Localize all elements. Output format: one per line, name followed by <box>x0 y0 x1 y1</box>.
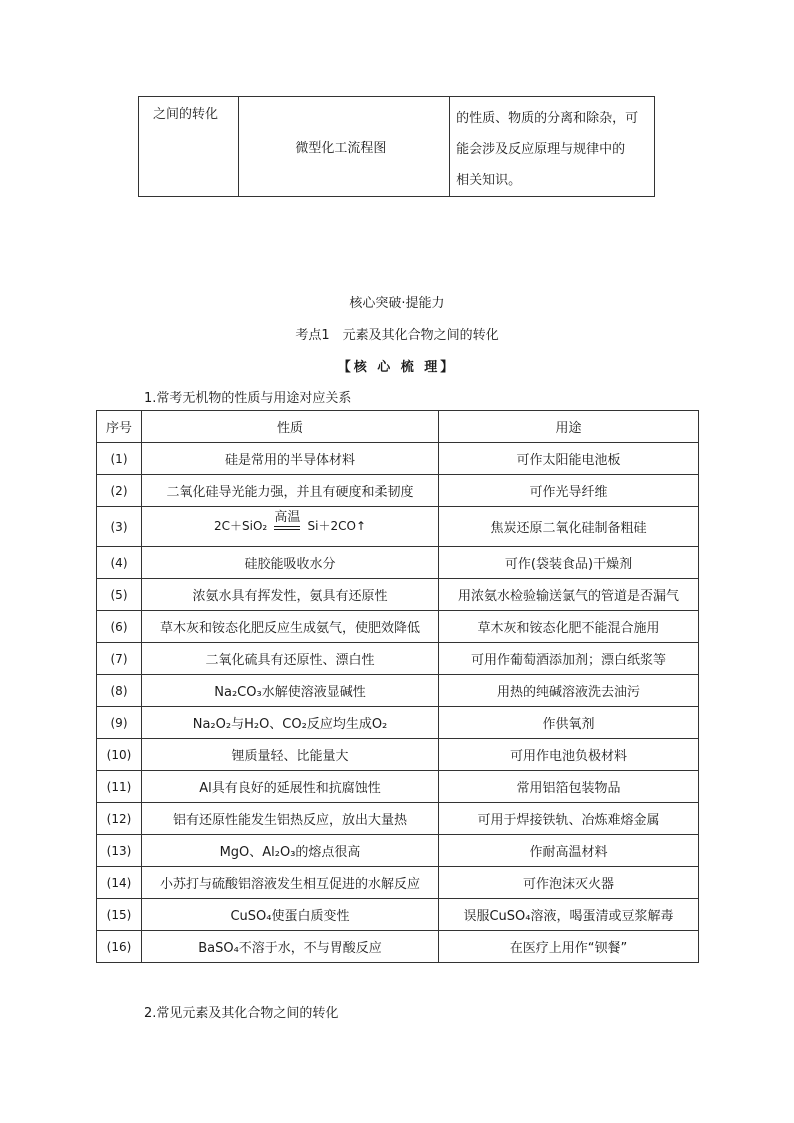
table-row <box>97 507 699 547</box>
top-cell-3 <box>450 97 655 197</box>
table-row <box>97 739 699 771</box>
row-property: MgO、Al₂O₃的熔点很高 <box>142 835 439 867</box>
row-no: (5) <box>97 579 142 611</box>
row-no: (12) <box>97 803 142 835</box>
row-use: 误服CuSO₄溶液，喝蛋清或豆浆解毒 <box>439 899 699 931</box>
subheading-1: 1.常考无机物的性质与用途对应关系 <box>144 391 352 406</box>
table-row <box>97 707 699 739</box>
table-row <box>97 547 699 579</box>
equation-right: Si＋2CO↑ <box>307 519 366 533</box>
row-property: 浓氨水具有挥发性，氨具有还原性 <box>142 579 439 611</box>
property-use-table <box>96 410 699 963</box>
row-use: 可作太阳能电池板 <box>439 443 699 475</box>
row-property: 锂质量轻、比能量大 <box>142 739 439 771</box>
top-cell-3-line: 相关知识。 <box>456 173 522 188</box>
row-use: 用浓氨水检验输送氯气的管道是否漏气 <box>439 579 699 611</box>
row-property: Al具有良好的延展性和抗腐蚀性 <box>142 771 439 803</box>
row-no: (15) <box>97 899 142 931</box>
row-no: (16) <box>97 931 142 963</box>
table-row <box>139 97 655 197</box>
header-use: 用途 <box>439 411 699 443</box>
row-property: Na₂O₂与H₂O、CO₂反应均生成O₂ <box>142 707 439 739</box>
row-property: CuSO₄使蛋白质变性 <box>142 899 439 931</box>
table-row <box>97 579 699 611</box>
row-use: 在医疗上用作“钡餐” <box>439 931 699 963</box>
row-use: 焦炭还原二氧化硅制备粗硅 <box>439 507 699 547</box>
row-no: (14) <box>97 867 142 899</box>
row-no: (4) <box>97 547 142 579</box>
row-no: (1) <box>97 443 142 475</box>
row-use: 可用作葡萄酒添加剂；漂白纸浆等 <box>439 643 699 675</box>
row-no: (2) <box>97 475 142 507</box>
row-property: BaSO₄不溶于水，不与胃酸反应 <box>142 931 439 963</box>
row-property: 二氧化硫具有还原性、漂白性 <box>142 643 439 675</box>
row-property: 铝有还原性能发生铝热反应，放出大量热 <box>142 803 439 835</box>
equals-sign <box>274 526 300 530</box>
row-no: (8) <box>97 675 142 707</box>
top-cell-3-line: 的性质、物质的分离和除杂，可 <box>456 111 639 126</box>
row-no: (9) <box>97 707 142 739</box>
table-row <box>97 899 699 931</box>
row-use: 可用于焊接铁轨、冶炼难熔金属 <box>439 803 699 835</box>
row-property: 小苏打与硫酸铝溶液发生相互促进的水解反应 <box>142 867 439 899</box>
row-use: 可用作电池负极材料 <box>439 739 699 771</box>
row-use: 可作(袋装食品)干燥剂 <box>439 547 699 579</box>
equation-condition <box>274 511 300 530</box>
row-property: 草木灰和铵态化肥反应生成氨气，使肥效降低 <box>142 611 439 643</box>
kaodian-title: 考点1 元素及其化合物之间的转化 <box>295 328 499 343</box>
table-row <box>97 643 699 675</box>
table-row <box>97 835 699 867</box>
bracket-heading: 【核 心 梳 理】 <box>337 360 457 375</box>
top-cell-2: 微型化工流程图 <box>238 97 449 197</box>
row-use: 可作光导纤维 <box>439 475 699 507</box>
row-use: 作供氧剂 <box>439 707 699 739</box>
top-cell-3-line: 能会涉及反应原理与规律中的 <box>456 142 626 157</box>
condition-text: 高温 <box>274 510 301 525</box>
table-row <box>97 771 699 803</box>
row-no: (3) <box>97 507 142 547</box>
row-no: (13) <box>97 835 142 867</box>
row-no: (11) <box>97 771 142 803</box>
table-row <box>97 867 699 899</box>
section-title: 核心突破·提能力 <box>349 296 445 311</box>
table-row <box>97 675 699 707</box>
header-no: 序号 <box>97 411 142 443</box>
table-row <box>97 611 699 643</box>
table-row <box>97 443 699 475</box>
row-use: 常用铝箔包装物品 <box>439 771 699 803</box>
top-cell-1: 之间的转化 <box>139 97 239 197</box>
row-no: (7) <box>97 643 142 675</box>
row-use: 作耐高温材料 <box>439 835 699 867</box>
row-no: (10) <box>97 739 142 771</box>
row-use: 草木灰和铵态化肥不能混合施用 <box>439 611 699 643</box>
row-use: 可作泡沫灭火器 <box>439 867 699 899</box>
table-row <box>97 475 699 507</box>
row-property: Na₂CO₃水解使溶液显碱性 <box>142 675 439 707</box>
row-property: 二氧化硅导光能力强，并且有硬度和柔韧度 <box>142 475 439 507</box>
row-use: 用热的纯碱溶液洗去油污 <box>439 675 699 707</box>
table-row <box>97 931 699 963</box>
equation-left: 2C＋SiO₂ <box>214 519 268 533</box>
table-header-row <box>97 411 699 443</box>
subheading-2: 2.常见元素及其化合物之间的转化 <box>144 1006 339 1021</box>
row-property: 硅胶能吸收水分 <box>142 547 439 579</box>
row-property-equation <box>142 507 439 547</box>
row-no: (6) <box>97 611 142 643</box>
header-property: 性质 <box>142 411 439 443</box>
table-row <box>97 803 699 835</box>
row-property: 硅是常用的半导体材料 <box>142 443 439 475</box>
top-table-fragment <box>138 96 655 197</box>
